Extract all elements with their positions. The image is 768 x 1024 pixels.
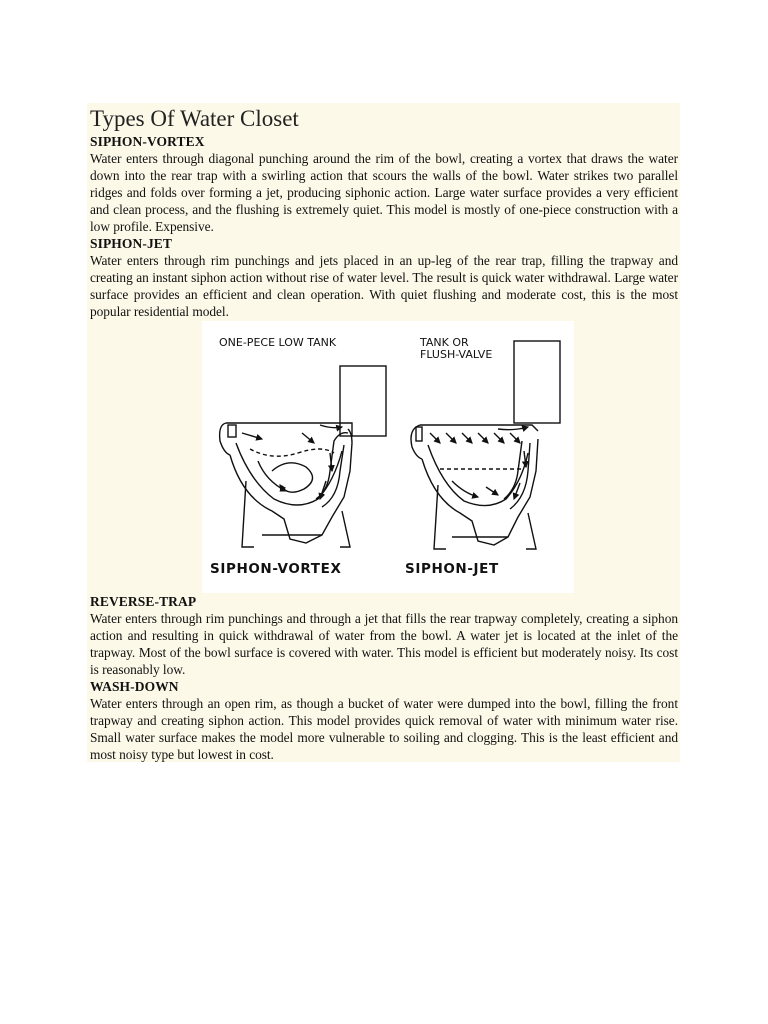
caption-siphon-jet: SIPHON-JET [405, 561, 499, 577]
paragraph-siphon-jet: Water enters through rim punchings and jets placed in an up-leg of the rear trap, filling the trapway and creating an instant siphon action without rise of water level. The result is quick water withdrawal. Large water surface provides an efficient and clean operation. With quiet flushing and moderate cost, this is the most popular residential model. [90, 253, 678, 319]
label-flush-valve: FLUSH-VALVE [420, 348, 493, 361]
label-tank-or: TANK OR [420, 336, 469, 349]
heading-reverse-trap: REVERSE-TRAP [90, 594, 197, 609]
siphon-jet-toilet-illustration [411, 341, 560, 549]
heading-siphon-vortex: SIPHON-VORTEX [90, 134, 205, 149]
label-one-piece-low-tank: ONE-PECE LOW TANK [219, 336, 337, 349]
siphon-vortex-toilet-illustration [220, 366, 386, 547]
paragraph-siphon-vortex: Water enters through diagonal punching around the rim of the bowl, creating a vortex that draws the water down into the rear trap with a swirling action that scours the walls of the bowl. Water strikes two parallel ridges and folds over forming a jet, producing siphonic action. Large water surface provides a very efficient and clean process, and the flushing is extremely quiet. This model is mostly of one-piece construction with a low profile. Expensive. [90, 151, 678, 234]
heading-wash-down: WASH-DOWN [90, 679, 179, 694]
paragraph-wash-down: Water enters through an open rim, as though a bucket of water were dumped into the bowl, filling the front trapway and creating siphon action. This model provides quick removal of water with minimum water rise. Small water surface makes the model more vulnerable to soiling and clogging. This is the least efficient and most noisy type but lowest in cost. [90, 696, 678, 762]
heading-siphon-jet: SIPHON-JET [90, 236, 173, 251]
paragraph-reverse-trap: Water enters through rim punchings and through a jet that fills the rear trapway completely, creating a siphon action and resulting in quick withdrawal of water from the bowl. A water jet is located at the inlet of the trapway. Most of the bowl surface is covered with water. This model is efficient but moderately noisy. Its cost is reasonably low. [90, 611, 678, 677]
article-content [87, 103, 680, 762]
water-closet-diagram [202, 321, 574, 593]
caption-siphon-vortex: SIPHON-VORTEX [210, 561, 342, 577]
page-title: Types Of Water Closet [90, 106, 299, 131]
